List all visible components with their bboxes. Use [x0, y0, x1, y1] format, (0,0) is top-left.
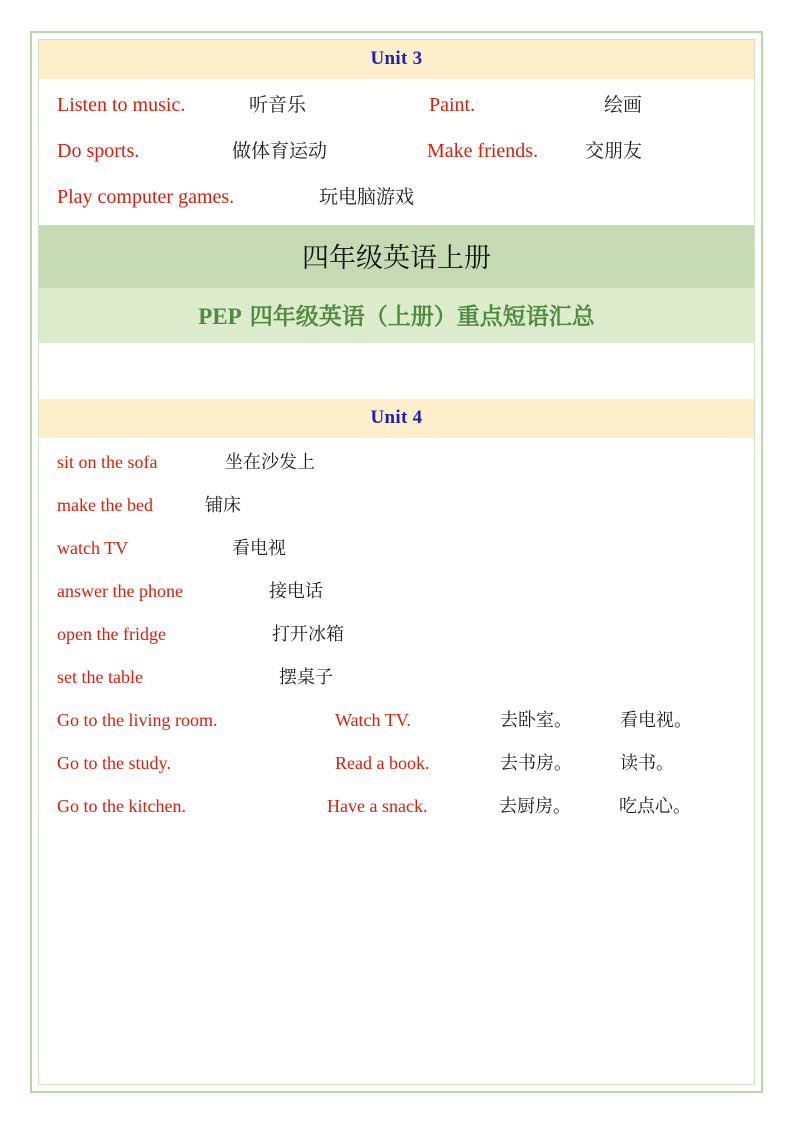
phrase-english: Do sports. — [57, 140, 140, 162]
phrase-chinese: 铺床 — [205, 495, 241, 516]
phrase-row — [39, 655, 754, 698]
phrase-chinese: 听音乐 — [249, 94, 307, 116]
phrase-row — [39, 81, 754, 127]
phrase-chinese: 坐在沙发上 — [225, 452, 315, 473]
phrase-english-2: Paint. — [429, 94, 476, 116]
phrase-chinese: 去厨房。 — [499, 796, 571, 817]
phrase-row — [39, 698, 754, 741]
phrase-english: watch TV — [57, 538, 129, 558]
phrase-row — [39, 612, 754, 655]
phrase-chinese-2: 绘画 — [604, 94, 643, 116]
phrase-english: Play computer games. — [57, 186, 235, 208]
page-title: 四年级英语上册 — [39, 225, 754, 288]
phrase-english: open the fridge — [57, 624, 166, 644]
phrase-chinese: 看电视 — [232, 538, 286, 559]
page-border-inner — [38, 39, 755, 1085]
phrase-english-2: Read a book. — [335, 753, 430, 773]
phrase-chinese: 去卧室。 — [500, 710, 572, 731]
phrase-chinese-2: 读书。 — [620, 753, 674, 774]
phrase-english-2: Have a snack. — [327, 796, 428, 816]
unit4-phrase-list — [39, 438, 754, 833]
page-subtitle-latin: PEP — [198, 304, 242, 329]
phrase-chinese: 做体育运动 — [232, 140, 328, 162]
phrase-row — [39, 483, 754, 526]
spacer — [39, 343, 754, 399]
phrase-row — [39, 569, 754, 612]
unit4-header: Unit 4 — [39, 399, 754, 438]
phrase-english: Listen to music. — [57, 94, 186, 116]
phrase-chinese-2: 交朋友 — [585, 140, 643, 162]
phrase-english: answer the phone — [57, 581, 183, 601]
phrase-chinese: 玩电脑游戏 — [319, 186, 415, 208]
phrase-chinese: 打开冰箱 — [272, 624, 344, 645]
phrase-chinese-2: 吃点心。 — [619, 796, 691, 817]
phrase-english: Go to the kitchen. — [57, 796, 186, 816]
unit3-phrase-list — [39, 79, 754, 225]
phrase-english: set the table — [57, 667, 143, 687]
phrase-row — [39, 784, 754, 827]
phrase-row — [39, 440, 754, 483]
phrase-english: Go to the study. — [57, 753, 171, 773]
phrase-row — [39, 526, 754, 569]
phrase-chinese: 接电话 — [269, 581, 323, 602]
unit3-header: Unit 3 — [39, 40, 754, 79]
phrase-chinese: 去书房。 — [500, 753, 572, 774]
page-subtitle-chinese: 四年级英语（上册）重点短语汇总 — [241, 304, 595, 330]
phrase-row — [39, 741, 754, 784]
phrase-row — [39, 127, 754, 173]
phrase-row — [39, 173, 754, 219]
page-border-outer — [30, 31, 763, 1093]
page-subtitle — [39, 288, 754, 343]
phrase-chinese-2: 看电视。 — [620, 710, 692, 731]
phrase-english: Go to the living room. — [57, 710, 218, 730]
phrase-english-2: Make friends. — [427, 140, 539, 162]
phrase-english-2: Watch TV. — [335, 710, 411, 730]
phrase-chinese: 摆桌子 — [279, 667, 333, 688]
phrase-english: make the bed — [57, 495, 153, 515]
phrase-english: sit on the sofa — [57, 452, 158, 472]
